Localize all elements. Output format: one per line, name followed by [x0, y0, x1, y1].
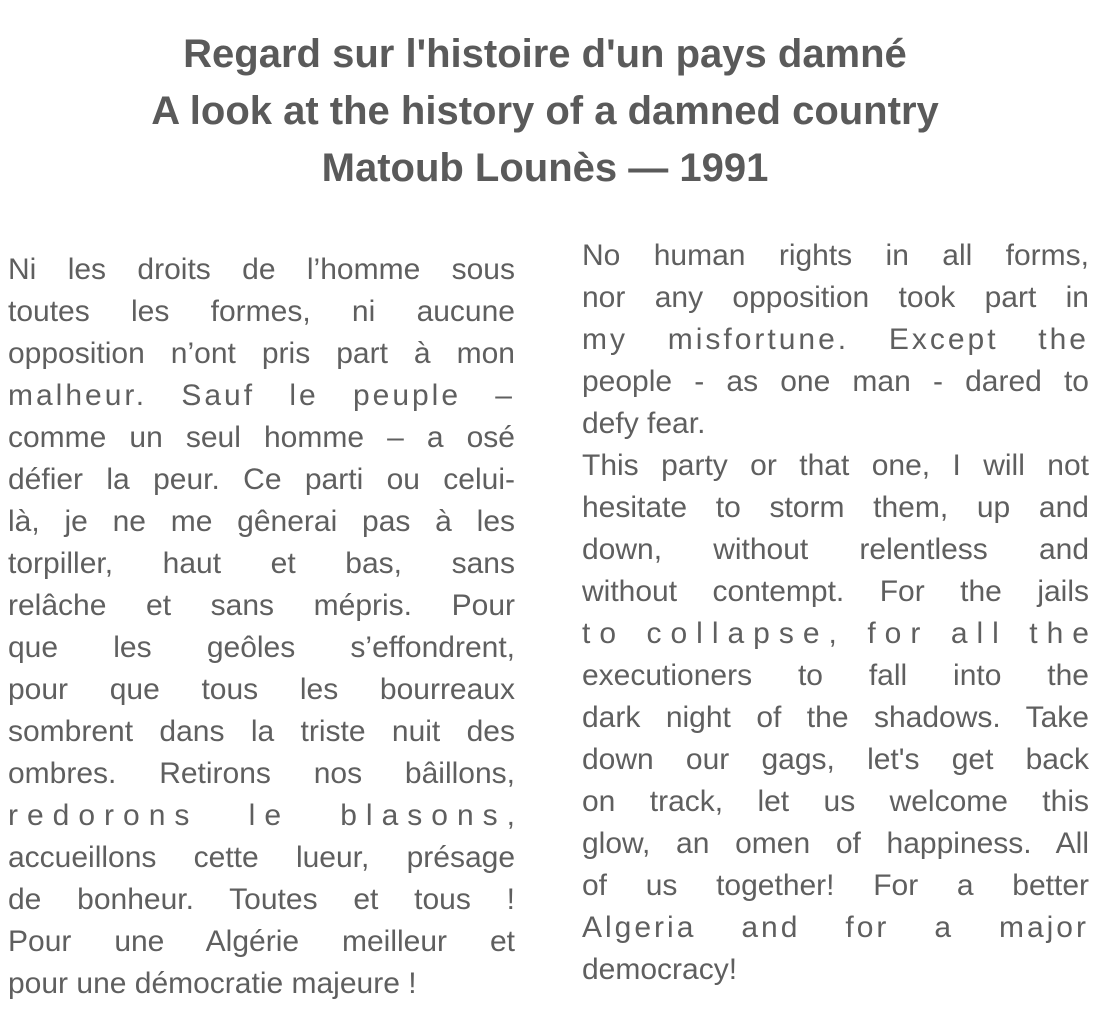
- text-line: executioners to fall into the: [582, 659, 1089, 692]
- text-line: que les geôles s’effondrent,: [8, 631, 515, 664]
- text-line: opposition n’ont pris part à mon: [8, 337, 515, 370]
- text-line: people - as one man - dared to: [582, 365, 1089, 398]
- text-line: without contempt. For the jails: [582, 575, 1089, 608]
- text-line: comme un seul homme – a osé: [8, 421, 515, 454]
- text-line: of us together! For a better: [582, 869, 1089, 902]
- text-line: dark night of the shadows. Take: [582, 701, 1089, 734]
- title-author-year: Matoub Lounès — 1991: [321, 146, 769, 190]
- text-line: pour que tous les bourreaux: [8, 673, 515, 706]
- text-line: hesitate to storm them, up and: [582, 491, 1089, 524]
- text-line: Algeria and for a major: [582, 911, 1089, 944]
- text-line: là, je ne me gênerai pas à les: [8, 505, 515, 538]
- text-line: to collapse, for all the: [582, 617, 1098, 650]
- text-line: down our gags, let's get back: [582, 743, 1089, 776]
- text-line: pour une démocratie majeure !: [8, 967, 417, 1000]
- text-line: my misfortune. Except the: [582, 323, 1089, 356]
- text-line: defy fear.: [582, 407, 706, 440]
- text-line: Ni les droits de l’homme sous: [8, 253, 515, 286]
- english-column: [582, 235, 1098, 991]
- text-line: toutes les formes, ni aucune: [8, 295, 515, 328]
- text-line: This party or that one, I will not: [582, 449, 1089, 482]
- text-line: torpiller, haut et bas, sans: [8, 547, 515, 580]
- text-line: No human rights in all forms,: [582, 239, 1089, 272]
- text-line: nor any opposition took part in: [582, 281, 1089, 314]
- text-line: Pour une Algérie meilleur et: [8, 925, 515, 958]
- text-line: glow, an omen of happiness. All: [582, 827, 1089, 860]
- text-line: malheur. Sauf le peuple –: [8, 379, 515, 412]
- french-column: [8, 249, 524, 1005]
- text-line: democracy!: [582, 953, 738, 986]
- title-block: [0, 26, 1090, 197]
- text-line: défier la peur. Ce parti ou celui-: [8, 463, 515, 496]
- text-line: sombrent dans la triste nuit des: [8, 715, 515, 748]
- text-line: on track, let us welcome this: [582, 785, 1089, 818]
- text-line: accueillons cette lueur, présage: [8, 841, 515, 874]
- text-line: relâche et sans mépris. Pour: [8, 589, 515, 622]
- title-french: Regard sur l'histoire d'un pays damné: [183, 32, 907, 76]
- text-line: redorons le blasons,: [8, 799, 524, 832]
- title-english: A look at the history of a damned country: [151, 89, 939, 133]
- text-line: down, without relentless and: [582, 533, 1089, 566]
- text-line: ombres. Retirons nos bâillons,: [8, 757, 515, 790]
- text-line: de bonheur. Toutes et tous !: [8, 883, 515, 916]
